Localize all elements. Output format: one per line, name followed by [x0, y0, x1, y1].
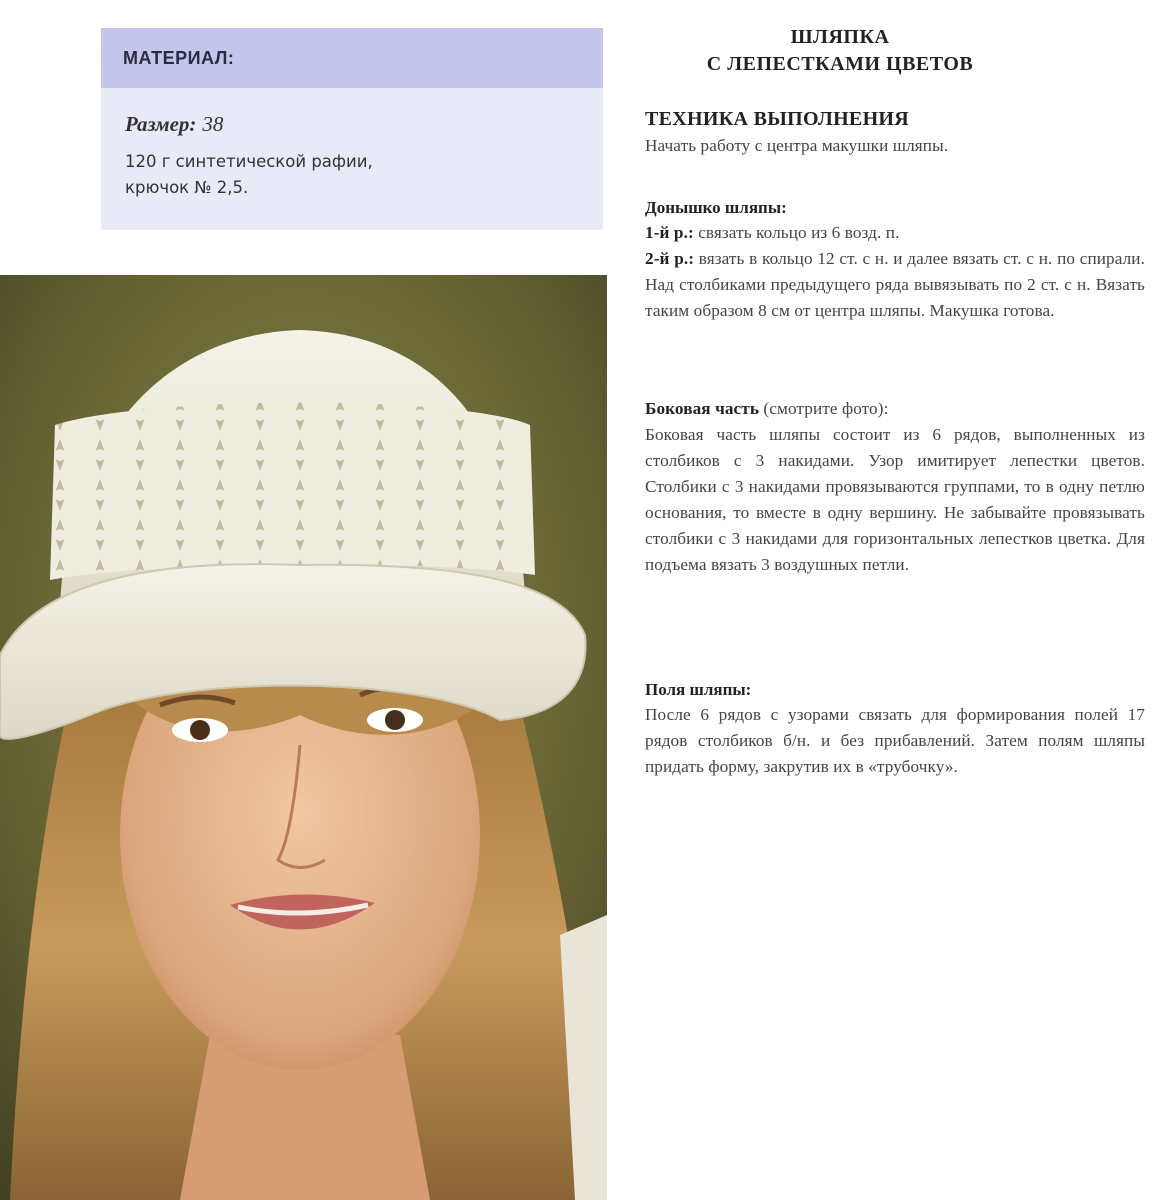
technique-heading: ТЕХНИКА ВЫПОЛНЕНИЯ — [645, 108, 910, 130]
model-photo — [0, 275, 607, 1200]
technique-section — [645, 108, 1145, 159]
hat-photo-illustration — [0, 275, 607, 1200]
materials-body — [101, 88, 603, 230]
title-line-1: ШЛЯПКА — [790, 26, 890, 48]
brim-section — [645, 680, 1145, 780]
row2-label: 2-й р.: — [645, 249, 695, 268]
row1-label: 1-й р.: — [645, 223, 694, 242]
crown-section — [645, 198, 1145, 324]
size-value: 38 — [202, 112, 224, 136]
side-text: Боковая часть шляпы состоит из 6 рядов, выполненных из столбиков с 3 накидами. Узор имитирует лепестки цветов. Столбики с 3 накидами провязываются группами, то в одну петлю основания, то вместе в одну вершину. Не забывайте провязывать столбики с 3 накидами для горизонтальных лепестков цветка. Для подъема вязать 3 воздушных петли. — [645, 425, 1145, 574]
crown-heading: Донышко шляпы: — [645, 198, 787, 217]
materials-header: МАТЕРИАЛ: — [101, 28, 603, 88]
materials-box — [101, 28, 603, 230]
left-iris — [190, 720, 210, 740]
title-line-2: С ЛЕПЕСТКАМИ ЦВЕТОВ — [706, 53, 974, 75]
crown-row-1 — [645, 220, 1145, 246]
hat-lace-band — [50, 403, 535, 581]
size-line — [125, 112, 579, 137]
brim-text: После 6 рядов с узорами связать для формирования полей 17 рядов столбиков б/н. и без прибавлений. Затем полям шляпы придать форму, закрутив их в «трубочку». — [645, 705, 1145, 776]
side-heading: Боковая часть — [645, 399, 760, 418]
brim-heading: Поля шляпы: — [645, 680, 752, 699]
row1-text: связать кольцо из 6 возд. п. — [693, 223, 900, 242]
side-heading-line — [645, 396, 1145, 422]
row2-text: вязать в кольцо 12 ст. с н. и далее вязать ст. с н. по спирали. Над столбиками предыдущего ряда вывязывать по 2 ст. с н. Вязать таким образом 8 см от центра шляпы. Макушка готова. — [645, 249, 1146, 320]
side-section — [645, 396, 1145, 578]
material-hook: крючок № 2,5. — [125, 178, 249, 197]
crown-row-2 — [645, 246, 1145, 324]
article-title — [640, 24, 1040, 78]
right-iris — [385, 710, 405, 730]
material-yarn: 120 г синтетической рафии, — [125, 152, 373, 171]
side-heading-note: (смотрите фото): — [759, 399, 889, 418]
size-label: Размер: — [125, 112, 197, 136]
technique-intro: Начать работу с центра макушки шляпы. — [645, 136, 949, 155]
